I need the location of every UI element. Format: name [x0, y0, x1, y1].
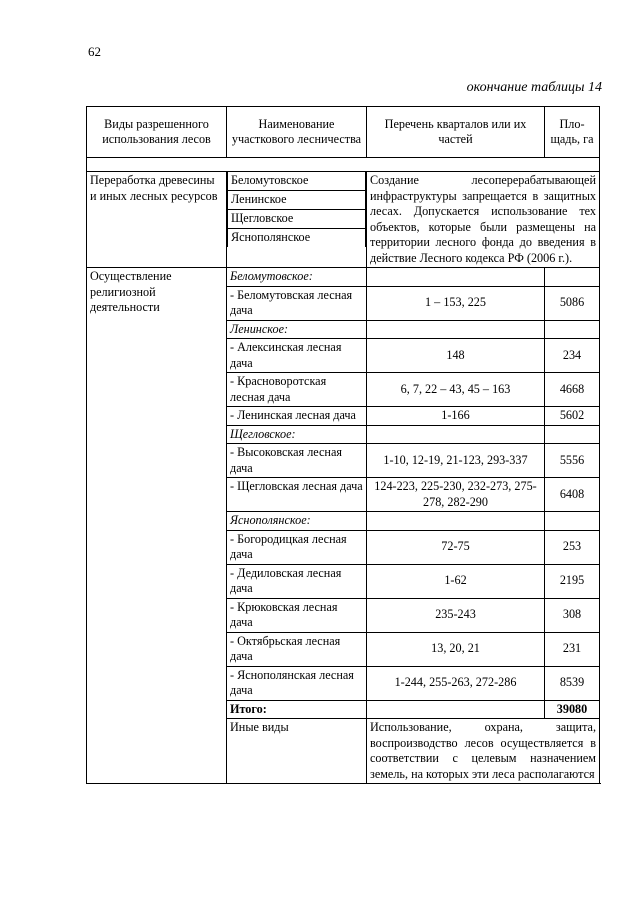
total-label: Итого:: [227, 700, 367, 719]
quarters-cell: 235-243: [367, 598, 545, 632]
quarters-cell: 1-62: [367, 564, 545, 598]
forest-dacha: - Ленинская лесная дача: [227, 407, 367, 426]
forest-dacha: - Яснополянская лесная дача: [227, 666, 367, 700]
forestry-list-cell: [227, 172, 367, 268]
forest-dacha: - Красноворотская лесная дача: [227, 373, 367, 407]
forestry-group: Ленинское:: [227, 320, 367, 339]
header-area: Пло-щадь, га: [545, 107, 600, 158]
use-type-cell: Осуществление религиозной деятельности: [87, 268, 227, 784]
area-cell: 308: [545, 598, 600, 632]
area-cell: 5602: [545, 407, 600, 426]
forest-dacha: - Богородицкая лесная дача: [227, 530, 367, 564]
quarters-cell: 13, 20, 21: [367, 632, 545, 666]
forest-dacha: - Октябрьская лесная дача: [227, 632, 367, 666]
area-cell: 5086: [545, 286, 600, 320]
forest-dacha: - Крюковская лесная дача: [227, 598, 367, 632]
area-cell: 8539: [545, 666, 600, 700]
quarters-cell: 6, 7, 22 – 43, 45 – 163: [367, 373, 545, 407]
forest-dacha: - Щегловская лесная дача: [227, 478, 367, 512]
quarters-cell: 1-166: [367, 407, 545, 426]
note-cell: Создание лесоперерабатывающей инфраструктуры запрещается в защитных лесах. Допускается использование тех объектов, которые были размещены на территории лесного фонда до введения в действие Лесного кодекса РФ (2006 г.).: [367, 172, 600, 268]
list-item: Щегловское: [228, 210, 366, 229]
list-item: Ленинское: [228, 191, 366, 210]
page-number: 62: [88, 44, 101, 59]
table-caption: окончание таблицы 14: [466, 80, 602, 95]
area-cell: 234: [545, 339, 600, 373]
area-cell: 4668: [545, 373, 600, 407]
forest-dacha: - Беломутовская лесная дача: [227, 286, 367, 320]
area-cell: 6408: [545, 478, 600, 512]
quarters-cell: 148: [367, 339, 545, 373]
forest-dacha: - Алексинская лесная дача: [227, 339, 367, 373]
quarters-cell: 124-223, 225-230, 232-273, 275-278, 282-290: [367, 478, 545, 512]
forest-dacha: - Дедиловская лесная дача: [227, 564, 367, 598]
header-use-type: Виды разрешенного использования лесов: [87, 107, 227, 158]
spacer-row: [87, 158, 600, 172]
quarters-cell: 1-244, 255-263, 272-286: [367, 666, 545, 700]
area-cell: 2195: [545, 564, 600, 598]
forestry-group: Беломутовское:: [227, 268, 367, 287]
table-row: [87, 172, 600, 268]
header-quarters: Перечень кварталов или их частей: [367, 107, 545, 158]
quarters-cell: 1 – 153, 225: [367, 286, 545, 320]
header-forestry: Наименование участкового лесничества: [227, 107, 367, 158]
table-row: [87, 268, 600, 287]
header-row: [87, 107, 600, 158]
forest-dacha: - Высоковская лесная дача: [227, 444, 367, 478]
quarters-cell: 72-75: [367, 530, 545, 564]
use-type-cell: Переработка древесины и иных лесных ресурсов: [87, 172, 227, 268]
area-cell: 231: [545, 632, 600, 666]
note-cell: Использование, охрана, защита, воспроизводство лесов осуществляется в соответствии с целевым назначением земель, на которых эти леса располагаются: [367, 719, 600, 784]
list-item: Беломутовское: [228, 172, 366, 191]
area-cell: 253: [545, 530, 600, 564]
forestry-group: Яснополянское:: [227, 512, 367, 531]
use-type-cell: Иные виды: [227, 719, 367, 784]
quarters-cell: 1-10, 12-19, 21-123, 293-337: [367, 444, 545, 478]
forest-use-table: [86, 106, 600, 784]
list-item: Яснополянское: [228, 229, 366, 248]
total-area: 39080: [545, 700, 600, 719]
forestry-group: Щегловское:: [227, 425, 367, 444]
area-cell: 5556: [545, 444, 600, 478]
